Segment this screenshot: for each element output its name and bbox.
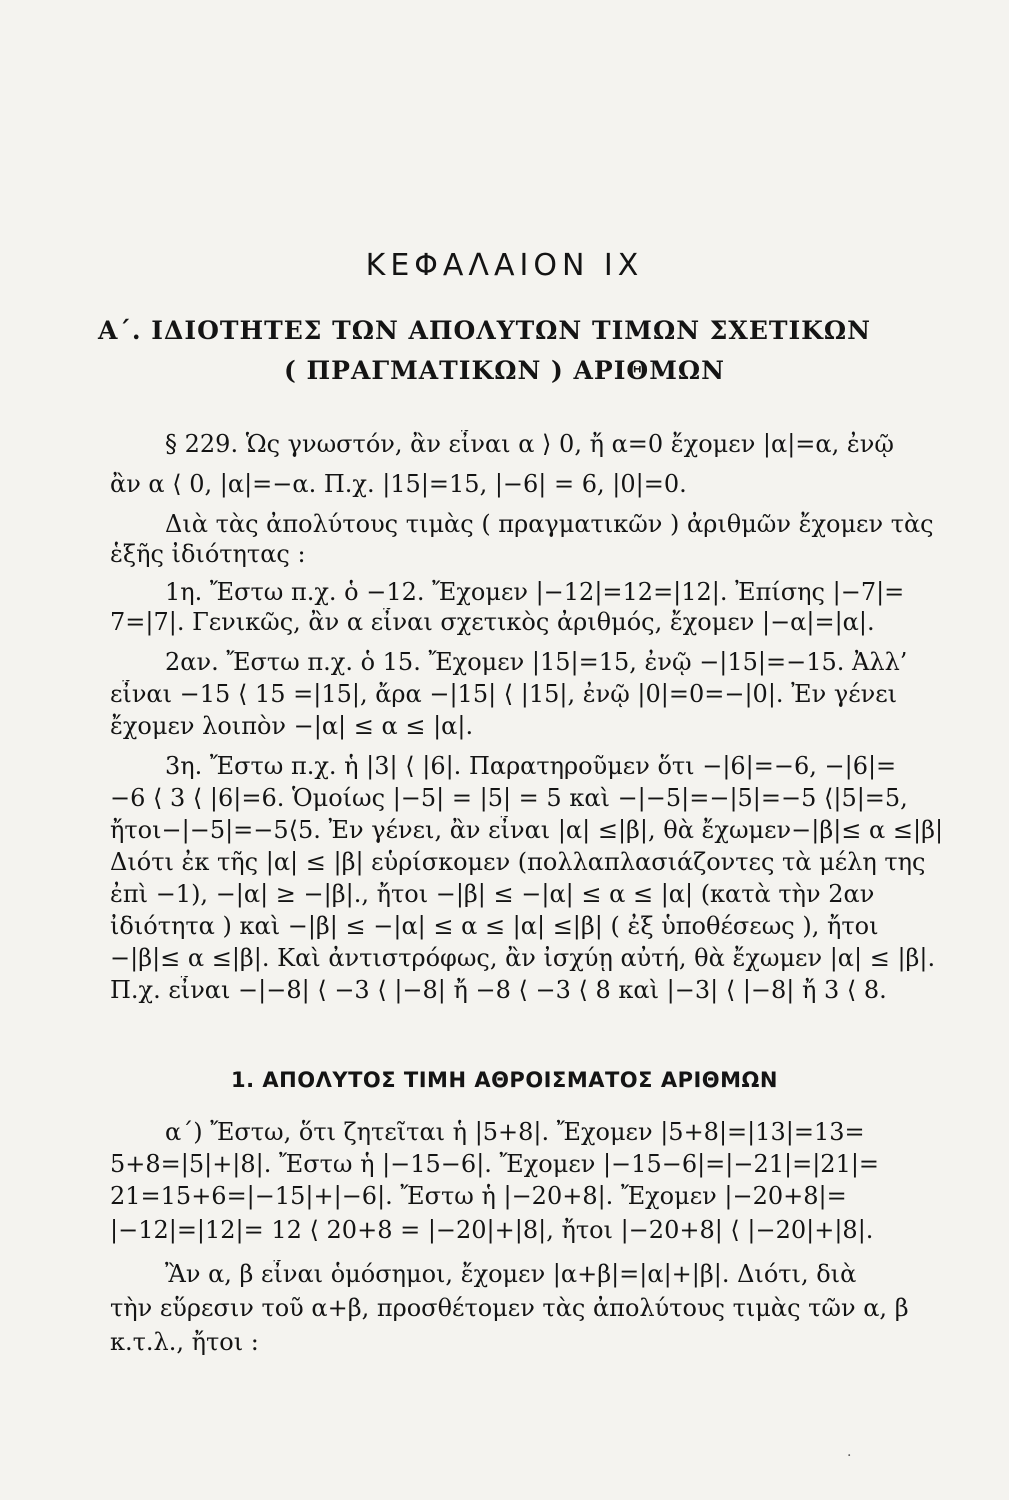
section-title-line2: ( ΠΡΑΓΜΑΤΙΚΩΝ ) ΑΡΙΘΜΩΝ [284, 356, 725, 385]
bleed-through-text [100, 190, 960, 220]
paragraph-line: ἑξῆς ἰδιότητας : [110, 540, 306, 568]
paragraph-line: Ἂν α, β εἶναι ὁμόσημοι, ἔχομεν |α+β|=|α|+|β|. Διότι, διὰ [165, 1260, 857, 1288]
paragraph-line: 3η. Ἔστω π.χ. ἡ |3| ⟨ |6|. Παρατηροῦμεν ὅτι −|6|=−6, −|6|= [165, 752, 897, 780]
bleed-through-text [100, 40, 960, 70]
paragraph-line: 2αν. Ἔστω π.χ. ὁ 15. Ἔχομεν |15|=15, ἐνῷ −|15|=−15. Ἀλλ’ [165, 648, 908, 676]
paragraph-line: 1η. Ἔστω π.χ. ὁ −12. Ἔχομεν |−12|=12=|12|. Ἐπίσης |−7|= [165, 578, 905, 606]
paragraph-line: ἰδιότητα ) καὶ −|β| ≤ −|α| ≤ α ≤ |α| ≤|β| ( ἐξ ὑποθέσεως ), ἤτοι [110, 912, 879, 940]
paragraph-line: Διὰ τὰς ἀπολύτους τιμὰς ( πραγματικῶν ) ἀριθμῶν ἔχομεν τὰς [165, 510, 934, 538]
paragraph-line: 21=15+6=|−15|+|−6|. Ἔστω ἡ |−20+8|. Ἔχομεν |−20+8|= [110, 1182, 847, 1210]
paragraph-line: ἂν α ⟨ 0, |α|=−α. Π.χ. |15|=15, |−6| = 6, |0|=0. [110, 470, 687, 498]
paragraph-line: ἔχομεν λοιπὸν −|α| ≤ α ≤ |α|. [110, 712, 474, 740]
paragraph-line: 7=|7|. Γενικῶς, ἂν α εἶναι σχετικὸς ἀριθμός, ἔχομεν |−α|=|α|. [110, 608, 875, 636]
paragraph-line: −6 ⟨ 3 ⟨ |6|=6. Ὁμοίως |−5| = |5| = 5 καὶ −|−5|=−|5|=−5 ⟨|5|=5, [110, 784, 908, 812]
paragraph-line: Π.χ. εἶναι −|−8| ⟨ −3 ⟨ |−8| ἤ −8 ⟨ −3 ⟨ 8 καὶ |−3| ⟨ |−8| ἤ 3 ⟨ 8. [110, 976, 887, 1004]
chapter-heading: ΚΕΦΑΛΑΙΟΝ IX [365, 248, 644, 283]
subsection-title: 1. ΑΠΟΛΥΤΟΣ ΤΙΜΗ ΑΘΡΟΙΣΜΑΤΟΣ ΑΡΙΘΜΩΝ [231, 1068, 778, 1092]
paragraph-line: −|β|≤ α ≤|β|. Καὶ ἀντιστρόφως, ἂν ἰσχύῃ αὐτή, θὰ ἔχωμεν |α| ≤ |β|. [110, 944, 936, 972]
bleed-through-text [100, 120, 960, 150]
paragraph-line: § 229. Ὡς γνωστόν, ἂν εἶναι α ⟩ 0, ἤ α=0 ἔχομεν |α|=α, ἐνῷ [165, 430, 894, 458]
paragraph-line: τὴν εὕρεσιν τοῦ α+β, προσθέτομεν τὰς ἀπολύτους τιμὰς τῶν α, β [110, 1294, 909, 1322]
section-title-line1: Α΄. ΙΔΙΟΤΗΤΕΣ ΤΩΝ ΑΠΟΛΥΤΩΝ ΤΙΜΩΝ ΣΧΕΤΙΚΩΝ [98, 316, 872, 345]
paragraph-line: ἤτοι−|−5|=−5⟨5. Ἐν γένει, ἂν εἶναι |α| ≤|β|, θὰ ἔχωμεν−|β|≤ α ≤|β| [110, 816, 944, 844]
paragraph-line: 5+8=|5|+|8|. Ἔστω ἡ |−15−6|. Ἔχομεν |−15−6|=|−21|=|21|= [110, 1150, 880, 1178]
paragraph-line: κ.τ.λ., ἤτοι : [110, 1328, 259, 1356]
paragraph-line: α΄) Ἔστω, ὅτι ζητεῖται ἡ |5+8|. Ἔχομεν |5+8|=|13|=13= [165, 1118, 865, 1146]
paragraph-line: Διότι ἐκ τῆς |α| ≤ |β| εὑρίσκομεν (πολλαπλασιάζοντες τὰ μέλη της [110, 848, 926, 876]
paragraph-line: ἐπὶ −1), −|α| ≥ −|β|., ἤτοι −|β| ≤ −|α| ≤ α ≤ |α| (κατὰ τὴν 2αν [110, 880, 875, 908]
paragraph-line: εἶναι −15 ⟨ 15 =|15|, ἄρα −|15| ⟨ |15|, ἐνῷ |0|=0=−|0|. Ἐν γένει [110, 680, 898, 708]
print-speck: · [847, 1448, 852, 1464]
paragraph-line: |−12|=|12|= 12 ⟨ 20+8 = |−20|+|8|, ἤτοι |−20+8| ⟨ |−20|+|8|. [110, 1216, 874, 1244]
